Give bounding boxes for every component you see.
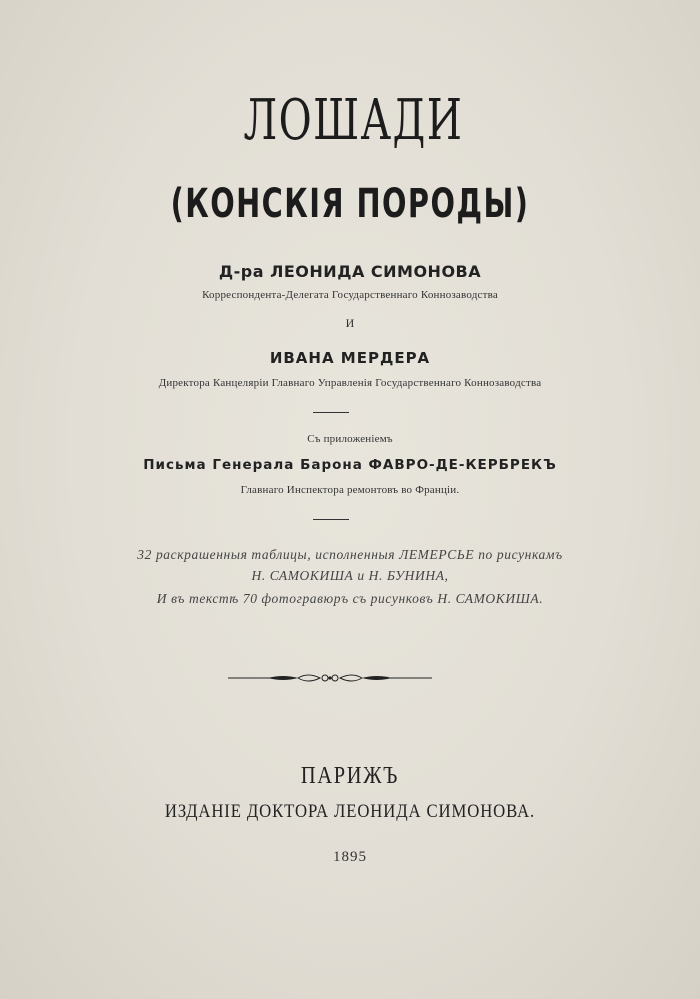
imprint-publisher: ИЗДАНІЕ ДОКТОРА ЛЕОНИДА СИМОНОВА. — [164, 801, 536, 822]
author-name-1: Д-ра ЛЕОНИДА СИМОНОВА — [218, 262, 482, 281]
author-conjunction: И — [345, 316, 355, 330]
ornamental-divider-icon — [228, 671, 432, 685]
appendix-author-role: Главнаго Инспектора ремонтовъ во Франціи. — [240, 484, 460, 496]
book-subtitle: (КОНСКІЯ ПОРОДЫ) — [170, 181, 530, 227]
appendix-title: Письма Генерала Барона ФАВРО-ДЕ-КЕРБРЕКЪ — [143, 457, 557, 473]
author-role-2: Директора Канцеляріи Главнаго Управленія Государственнаго Коннозаводства — [158, 377, 542, 389]
book-title: ЛОШАДИ — [243, 88, 464, 153]
plates-line-3: И въ текстѣ 70 фотогравюръ съ рисунковъ Н. САМОКИША. — [156, 591, 544, 606]
author-name-2: ИВАНА МЕРДЕРА — [269, 349, 431, 367]
imprint-city: ПАРИЖЪ — [300, 763, 400, 789]
plates-line-2: Н. САМОКИША и Н. БУНИНА, — [251, 568, 449, 583]
appendix-label: Съ приложеніемъ — [307, 433, 393, 445]
imprint-year: 1895 — [333, 849, 367, 865]
plates-line-1: 32 раскрашенныя таблицы, исполненныя ЛЕМЕРСЬЕ по рисункамъ — [137, 547, 563, 562]
divider-rule — [313, 412, 349, 413]
divider-rule — [313, 519, 349, 520]
author-role-1: Корреспондента-Делегата Государственнаго Коннозаводства — [202, 289, 498, 301]
